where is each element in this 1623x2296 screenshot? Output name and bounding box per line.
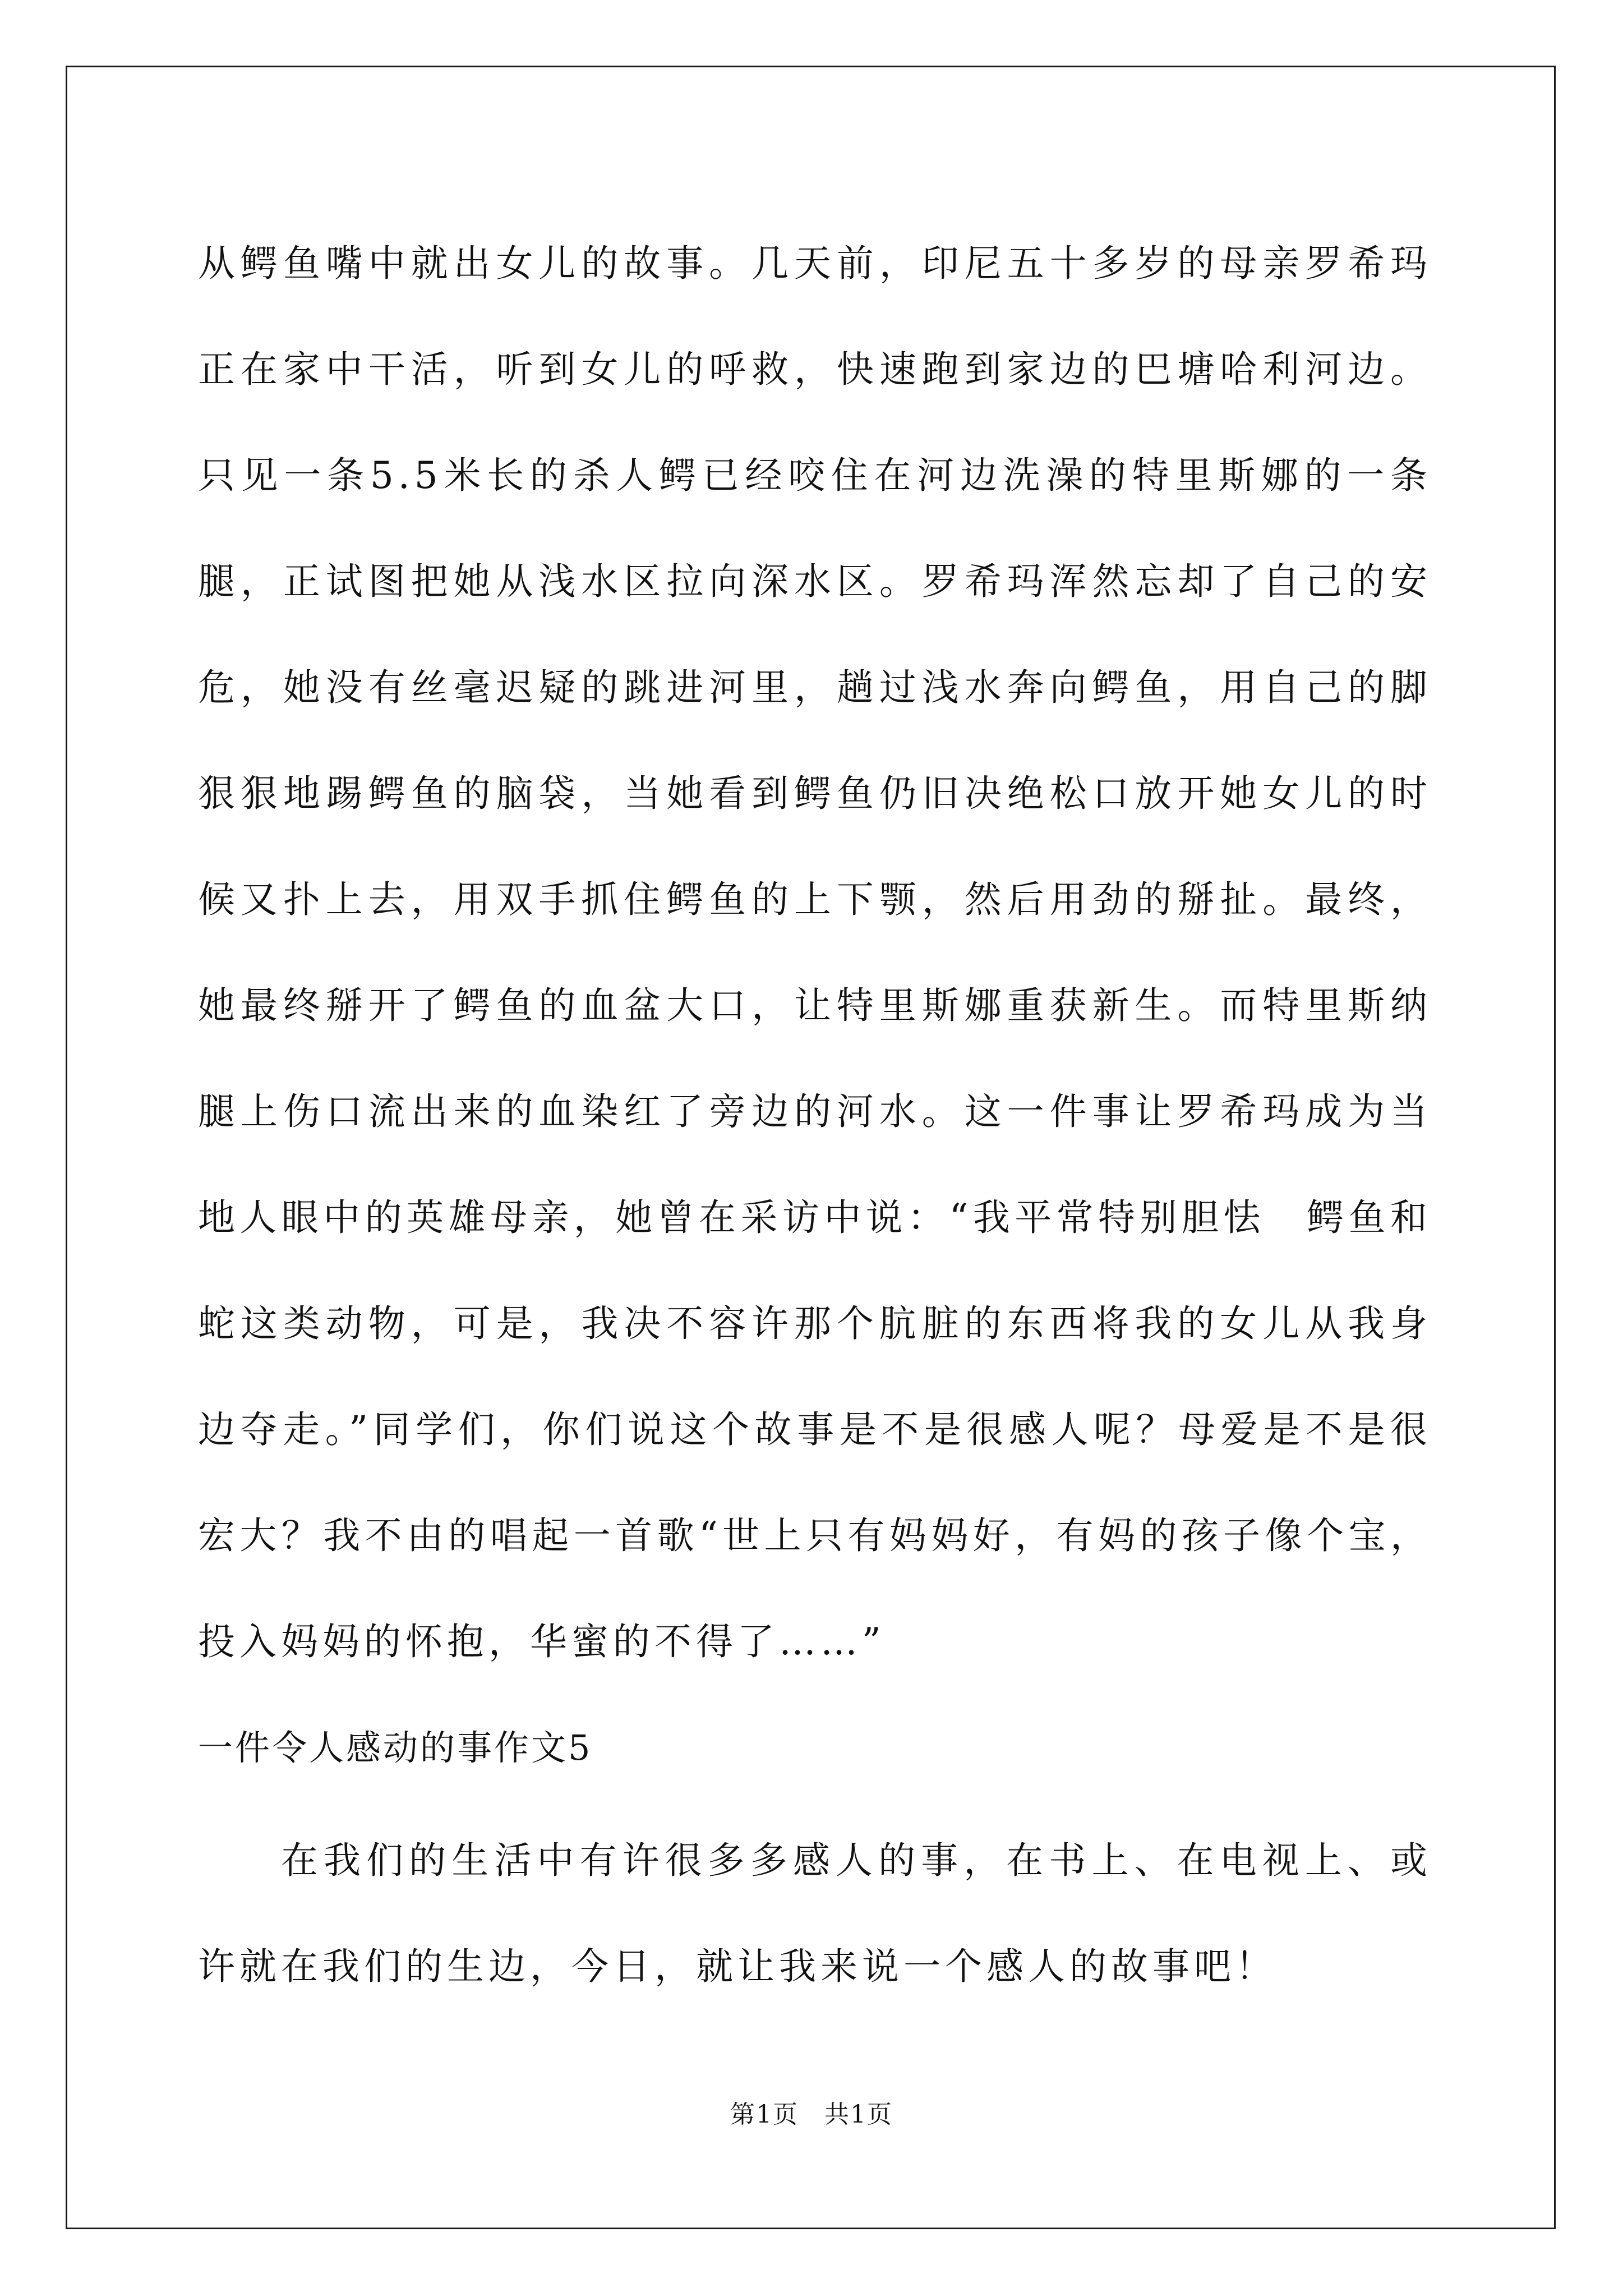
essay-heading: 一件令人感动的事作文5 <box>198 1727 593 1768</box>
page-footer: 第1页 共1页 <box>730 2100 893 2129</box>
document-body <box>198 210 1432 2019</box>
intro-paragraph: 在我们的生活中有许很多多感人的事，在书上、在电视上、或许就在我们的生边，今日，就让我来说一个感人的故事吧！ <box>198 1839 1432 1988</box>
story-paragraph: 从鳄鱼嘴中就出女儿的故事。几天前，印尼五十多岁的母亲罗希玛正在家中干活，听到女儿的呼救，快速跑到家边的巴塘哈利河边。只见一条5.5米长的杀人鳄已经咬住在河边洗澡的特里斯娜的一条腿，正试图把她从浅水区拉向深水区。罗希玛浑然忘却了自己的安危，她没有丝毫迟疑的跳进河里，趟过浅水奔向鳄鱼，用自己的脚狠狠地踢鳄鱼的脑袋，当她看到鳄鱼仍旧决绝松口放开她女儿的时候又扑上去，用双手抓住鳄鱼的上下颚，然后用劲的掰扯。最终，她最终掰开了鳄鱼的血盆大口，让特里斯娜重获新生。而特里斯纳腿上伤口流出来的血染红了旁边的河水。这一件事让罗希玛成为当地人眼中的英雄母亲，她曾在采访中说：“我平常特别胆怯 鳄鱼和蛇这类动物，可是，我决不容许那个肮脏的东西将我的女儿从我身边夺走。”同学们，你们说这个故事是不是很感人呢？母爱是不是很宏大？我不由的唱起一首歌“世上只有妈妈好，有妈的孩子像个宝，投入妈妈的怀抱，华蜜的不得了……” <box>198 242 1432 1663</box>
